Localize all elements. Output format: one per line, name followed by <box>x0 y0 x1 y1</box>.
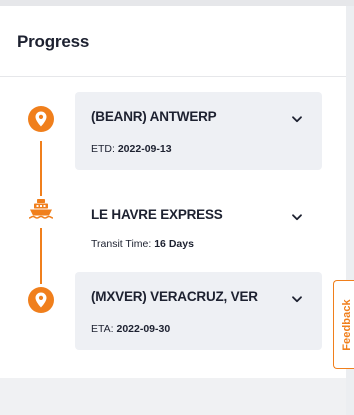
stop-meta <box>91 143 172 155</box>
panel-title: Progress <box>17 32 90 51</box>
stop-title: (MXVER) VERACRUZ, VER <box>91 289 258 304</box>
meta-value: 2022-09-30 <box>116 323 171 335</box>
feedback-tab[interactable] <box>333 280 354 369</box>
meta-value: 2022-09-13 <box>117 143 172 155</box>
meta-label: ETD: <box>91 143 118 155</box>
panel-header <box>0 6 346 77</box>
timeline-stop-destination[interactable] <box>75 272 322 350</box>
timeline-stop-vessel[interactable] <box>75 192 322 262</box>
timeline-connector <box>40 141 42 196</box>
timeline-stop-origin[interactable] <box>75 92 322 170</box>
chevron-down-icon[interactable] <box>290 210 304 224</box>
chevron-down-icon[interactable] <box>290 112 304 126</box>
location-pin-icon <box>27 286 55 314</box>
ship-icon <box>26 195 56 223</box>
timeline-connector <box>40 228 42 284</box>
stop-title: LE HAVRE EXPRESS <box>91 207 223 222</box>
location-pin-icon <box>27 105 55 133</box>
chevron-down-icon[interactable] <box>290 292 304 306</box>
meta-label: ETA: <box>91 323 117 335</box>
stop-meta <box>91 238 194 250</box>
meta-value: 16 Days <box>154 238 194 250</box>
feedback-label: Feedback <box>340 298 353 351</box>
meta-label: Transit Time: <box>91 238 155 250</box>
stop-meta <box>91 323 170 335</box>
stop-title: (BEANR) ANTWERP <box>91 109 217 124</box>
